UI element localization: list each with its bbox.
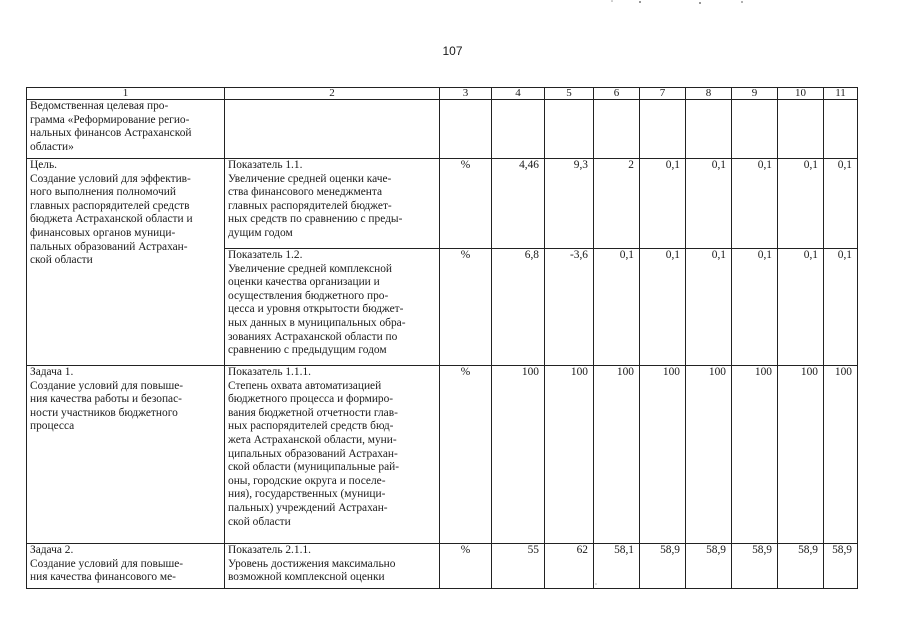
program-title-cell xyxy=(27,100,225,159)
program-title: Ведомственная целевая про- грамма «Реформирование регио- нальных финансов Астраханской области» xyxy=(30,100,192,153)
value-cell: 4,46 xyxy=(492,159,545,249)
indicator-row xyxy=(27,366,858,544)
value-cell: 100 xyxy=(594,366,640,544)
column-number: 2 xyxy=(225,88,440,100)
empty-cell xyxy=(225,100,440,159)
value-cell: 58,9 xyxy=(824,544,858,589)
value-cell: 58,9 xyxy=(640,544,686,589)
column-number: 8 xyxy=(686,88,732,100)
column-number: 9 xyxy=(732,88,778,100)
goal-cell xyxy=(27,159,225,366)
column-number: 6 xyxy=(594,88,640,100)
value-cell: 0,1 xyxy=(824,159,858,249)
value-cell: 62 xyxy=(545,544,594,589)
task-cell xyxy=(27,544,225,589)
empty-cell xyxy=(640,100,686,159)
value-cell: 0,1 xyxy=(594,249,640,366)
value-cell: 0,1 xyxy=(778,249,824,366)
value-cell: 100 xyxy=(824,366,858,544)
program-row xyxy=(27,100,858,159)
value-cell: 58,9 xyxy=(686,544,732,589)
empty-cell xyxy=(732,100,778,159)
value-cell: 100 xyxy=(640,366,686,544)
task-cell xyxy=(27,366,225,544)
empty-cell xyxy=(492,100,545,159)
value-cell: 100 xyxy=(545,366,594,544)
indicator-row xyxy=(27,159,858,249)
column-number: 5 xyxy=(545,88,594,100)
empty-cell xyxy=(686,100,732,159)
value-cell: 0,1 xyxy=(640,249,686,366)
value-cell: 100 xyxy=(732,366,778,544)
unit-cell: % xyxy=(440,544,492,589)
column-number: 4 xyxy=(492,88,545,100)
value-cell: 0,1 xyxy=(824,249,858,366)
value-cell: 58,9 xyxy=(778,544,824,589)
empty-cell xyxy=(778,100,824,159)
unit-cell: % xyxy=(440,159,492,249)
empty-cell xyxy=(594,100,640,159)
task-text: Задача 1. Создание условий для повыше- ния качества работы и безопас- ности участников бюджетного процесса xyxy=(30,366,184,433)
value-cell: -3,6 xyxy=(545,249,594,366)
empty-cell xyxy=(440,100,492,159)
indicator-row xyxy=(27,544,858,589)
goal-text: Цель. Создание условий для эффектив- ного выполнения полномочий главных распорядителей средств бюджета Астраханской области и финансовых органов муници- пальных образований Астрахан- ской области xyxy=(30,159,193,267)
value-cell: 6,8 xyxy=(492,249,545,366)
unit-cell: % xyxy=(440,249,492,366)
value-cell: 58,9 xyxy=(732,544,778,589)
value-cell: 0,1 xyxy=(778,159,824,249)
value-cell: 55 xyxy=(492,544,545,589)
column-number: 3 xyxy=(440,88,492,100)
value-cell: 0,1 xyxy=(732,249,778,366)
value-cell: 100 xyxy=(492,366,545,544)
column-number-row xyxy=(27,88,858,100)
value-cell: 0,1 xyxy=(732,159,778,249)
indicator-name-cell xyxy=(225,249,440,366)
indicator-name: Показатель 2.1.1. Уровень достижения максимально возможной комплексной оценки xyxy=(228,544,396,584)
page-number: 107 xyxy=(442,44,463,58)
value-cell: 100 xyxy=(778,366,824,544)
column-number: 7 xyxy=(640,88,686,100)
indicator-name-cell xyxy=(225,159,440,249)
value-cell: 0,1 xyxy=(686,159,732,249)
task-text: Задача 2. Создание условий для повыше- ния качества финансового ме- xyxy=(30,544,184,584)
value-cell: 100 xyxy=(686,366,732,544)
value-cell: 0,1 xyxy=(640,159,686,249)
value-cell: 0,1 xyxy=(686,249,732,366)
indicator-name: Показатель 1.1.1. Степень охвата автоматизацией бюджетного процесса и формиро- вания бюджетной отчетности глав- ных распорядителей средств бюд- жета Астраханской области, муни- ципальных образований Астрахан- ской области (муниципальные рай- оны, городские округа и поселе- ния), государственных (муници- пальных) учреждений Астрахан- ской области xyxy=(228,366,400,528)
indicator-name: Показатель 1.2. Увеличение средней комплексной оценки качества организации и осуществления бюджетного про- цесса и уровня открытости бюджет- ных данных в муниципальных обра- зованиях Астраханской области по сравнению с предыдущим годом xyxy=(228,249,406,357)
column-number: 10 xyxy=(778,88,824,100)
unit-cell: % xyxy=(440,366,492,544)
empty-cell xyxy=(545,100,594,159)
indicator-name-cell xyxy=(225,366,440,544)
value-cell: 2 xyxy=(594,159,640,249)
indicator-table xyxy=(26,87,858,589)
column-number: 1 xyxy=(27,88,225,100)
indicator-name-cell xyxy=(225,544,440,589)
indicator-name: Показатель 1.1. Увеличение средней оценки каче- ства финансового менеджмента главных распорядителей бюджет- ных средств по сравнению с преды- дущим годом xyxy=(228,159,403,239)
value-cell: 9,3 xyxy=(545,159,594,249)
empty-cell xyxy=(824,100,858,159)
column-number: 11 xyxy=(824,88,858,100)
value-cell: 58,1 xyxy=(594,544,640,589)
